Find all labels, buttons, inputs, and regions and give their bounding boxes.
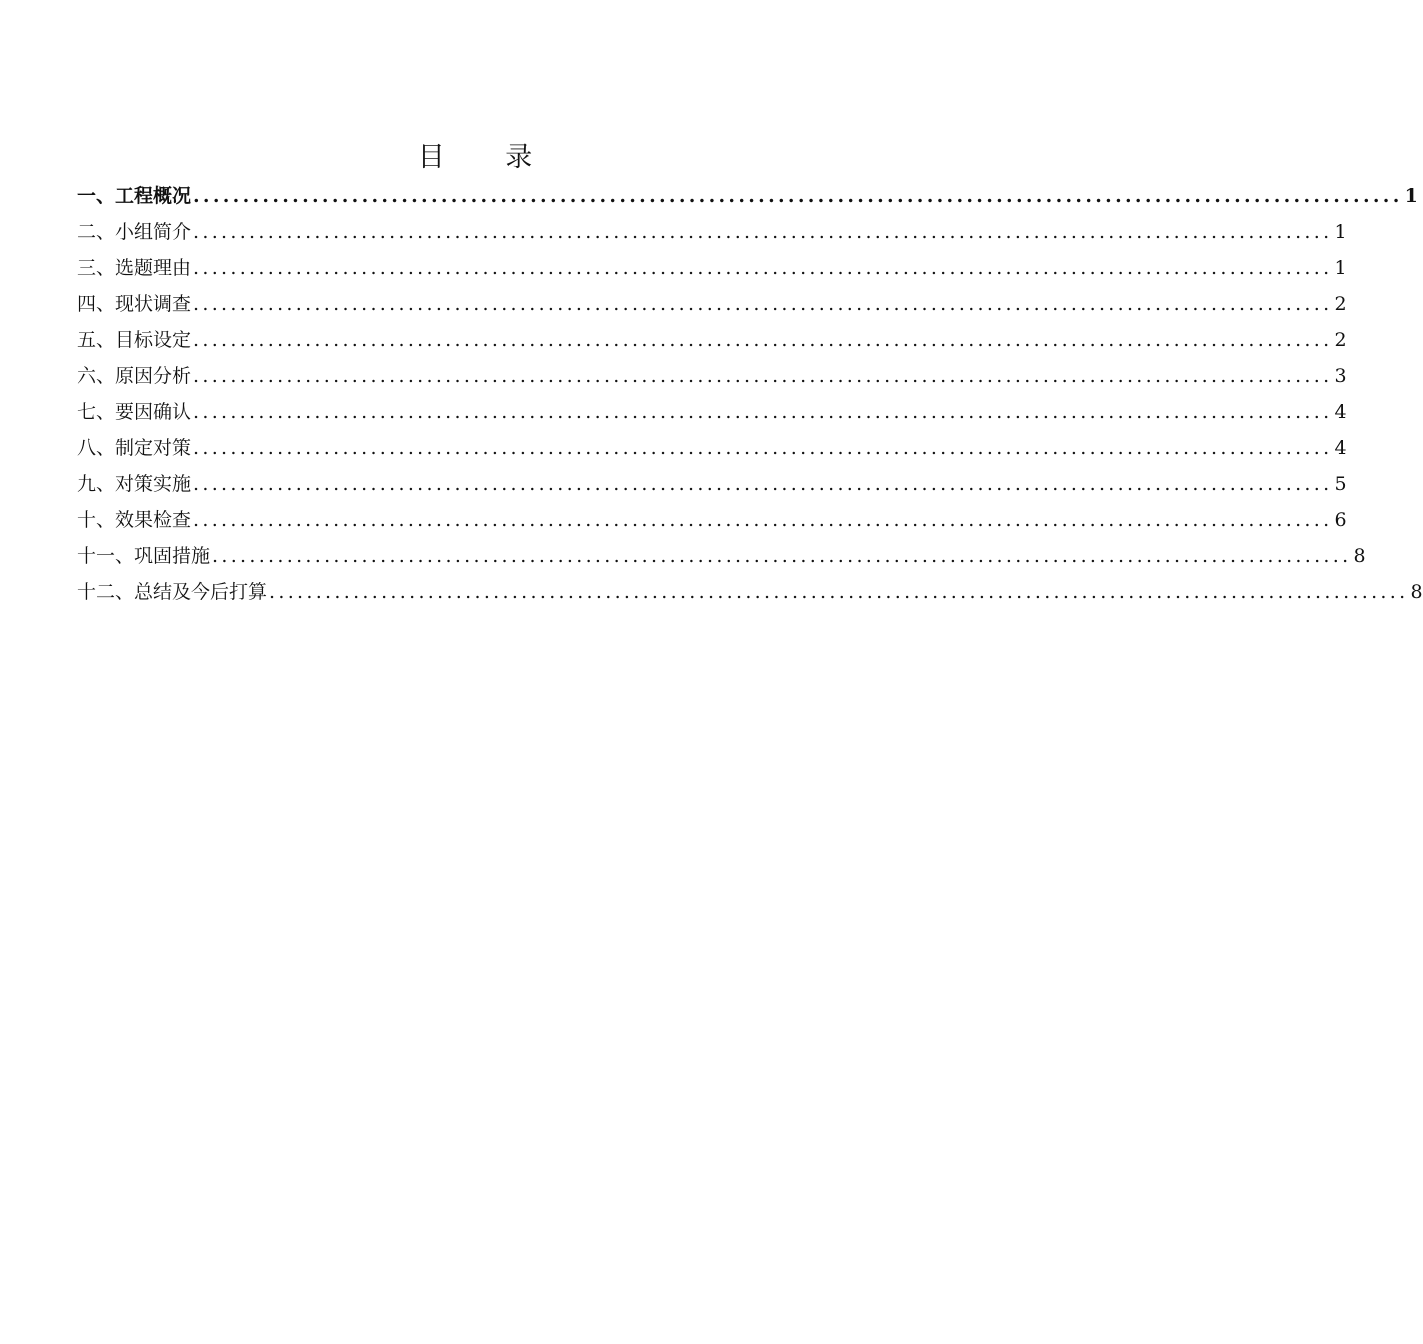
toc-page-number: 3	[1334, 365, 1347, 387]
toc-entry-label: 一、工程概况	[77, 185, 192, 207]
toc-page-number: 8	[1353, 545, 1366, 567]
toc-entry-label: 二、小组简介	[77, 221, 192, 243]
toc-page-number: 4	[1334, 437, 1347, 459]
toc-dot-leader: ..........................................................................................................................	[193, 185, 1403, 207]
toc-page-number: 5	[1334, 473, 1347, 495]
toc-page-number: 8	[1410, 581, 1423, 603]
toc-entry-label: 十、效果检查	[77, 509, 192, 531]
toc-dot-leader: ..........................................................................................................................	[193, 257, 1333, 279]
toc-page-number: 1	[1334, 221, 1347, 243]
toc-entry[interactable]	[77, 394, 1347, 430]
toc-entry-label: 三、选题理由	[77, 257, 192, 279]
toc-entry[interactable]	[77, 538, 1366, 574]
table-of-contents	[77, 178, 1423, 610]
toc-dot-leader: ..........................................................................................................................	[193, 509, 1333, 531]
toc-entry-label: 八、制定对策	[77, 437, 192, 459]
toc-page-number: 1	[1404, 185, 1418, 207]
toc-entry[interactable]	[77, 250, 1347, 286]
toc-title: 目 录	[417, 142, 559, 173]
toc-entry[interactable]	[77, 178, 1418, 214]
toc-entry-label: 十一、巩固措施	[77, 545, 211, 567]
toc-entry[interactable]	[77, 322, 1347, 358]
toc-dot-leader: ..........................................................................................................................	[269, 581, 1409, 603]
toc-entry[interactable]	[77, 466, 1347, 502]
toc-entry[interactable]	[77, 430, 1347, 466]
toc-entry-label: 六、原因分析	[77, 365, 192, 387]
toc-entry-label: 九、对策实施	[77, 473, 192, 495]
toc-entry[interactable]	[77, 502, 1347, 538]
toc-dot-leader: ..........................................................................................................................	[193, 293, 1333, 315]
toc-page-number: 2	[1334, 293, 1347, 315]
toc-entry[interactable]	[77, 574, 1423, 610]
toc-entry-label: 五、目标设定	[77, 329, 192, 351]
toc-dot-leader: ..........................................................................................................................	[193, 401, 1333, 423]
toc-entry-label: 十二、总结及今后打算	[77, 581, 268, 603]
toc-dot-leader: ..........................................................................................................................	[193, 437, 1333, 459]
toc-entry-label: 四、现状调查	[77, 293, 192, 315]
toc-dot-leader: ..........................................................................................................................	[212, 545, 1352, 567]
toc-page-number: 2	[1334, 329, 1347, 351]
toc-dot-leader: ..........................................................................................................................	[193, 221, 1333, 243]
toc-page-number: 4	[1334, 401, 1347, 423]
toc-entry[interactable]	[77, 286, 1347, 322]
toc-entry[interactable]	[77, 358, 1347, 394]
toc-dot-leader: ..........................................................................................................................	[193, 329, 1333, 351]
toc-dot-leader: ..........................................................................................................................	[193, 473, 1333, 495]
toc-page-number: 1	[1334, 257, 1347, 279]
toc-page-number: 6	[1334, 509, 1347, 531]
toc-dot-leader: ..........................................................................................................................	[193, 365, 1333, 387]
toc-entry-label: 七、要因确认	[77, 401, 192, 423]
toc-entry[interactable]	[77, 214, 1347, 250]
